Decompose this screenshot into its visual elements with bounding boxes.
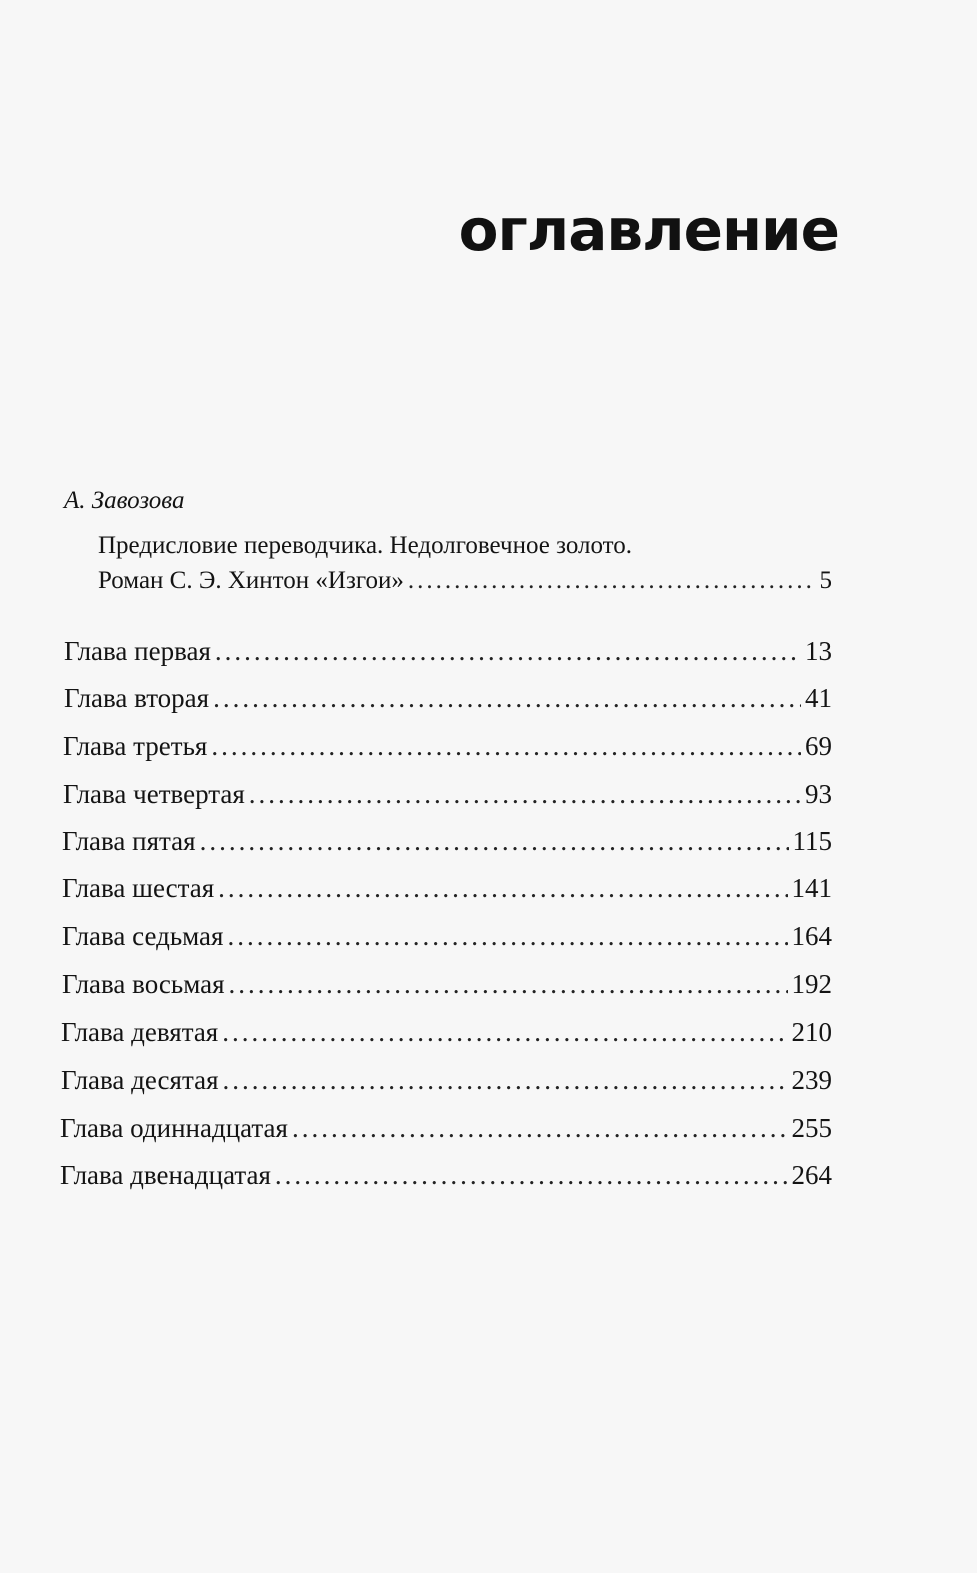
toc-entry bbox=[60, 1160, 832, 1196]
toc-dot-leader bbox=[211, 731, 801, 762]
toc-entry-page: 115 bbox=[792, 826, 832, 856]
toc-entry-label: Глава шестая bbox=[62, 873, 215, 903]
toc-entry-page: 264 bbox=[791, 1160, 832, 1190]
toc-entry-page: 210 bbox=[791, 1017, 832, 1047]
toc-entry bbox=[64, 636, 832, 672]
toc-entry-page: 13 bbox=[805, 636, 832, 666]
toc-entry-label: Глава восьмая bbox=[62, 969, 225, 999]
toc-entry-label: Глава вторая bbox=[64, 683, 210, 713]
toc-entry-label: Глава третья bbox=[63, 731, 208, 761]
toc-entry-page: 255 bbox=[791, 1113, 832, 1143]
toc-entry bbox=[62, 921, 832, 957]
toc-entry-page: 5 bbox=[819, 567, 832, 594]
toc-entry-label: Глава двенадцатая bbox=[60, 1160, 271, 1190]
toc-entry bbox=[63, 731, 832, 767]
toc-entry-label: Глава девятая bbox=[61, 1017, 219, 1047]
toc-entry-label: Глава одиннадцатая bbox=[60, 1113, 288, 1143]
toc-entry bbox=[62, 826, 832, 862]
toc-entry-page: 41 bbox=[805, 683, 832, 713]
toc-entry-label: Глава четвертая bbox=[63, 779, 245, 809]
toc-entry bbox=[62, 873, 832, 909]
toc-dot-leader bbox=[215, 636, 801, 667]
toc-entry-page: 239 bbox=[791, 1065, 832, 1095]
toc-dot-leader bbox=[275, 1160, 788, 1191]
toc-dot-leader bbox=[408, 567, 814, 595]
toc-entry bbox=[62, 969, 832, 1005]
toc-entry bbox=[60, 1113, 832, 1149]
toc-entry-label: Глава седьмая bbox=[62, 921, 224, 951]
preface-title-line1: Предисловие переводчика. Недолговечное золото. bbox=[98, 532, 632, 559]
toc-entry bbox=[61, 1065, 832, 1101]
toc-dot-leader bbox=[227, 921, 787, 952]
toc-dot-leader bbox=[223, 1065, 788, 1096]
toc-entry-label: Глава пятая bbox=[62, 826, 196, 856]
toc-dot-leader bbox=[222, 1017, 787, 1048]
toc-dot-leader bbox=[213, 683, 801, 714]
toc-entry-page: 93 bbox=[805, 779, 832, 809]
preface-author: А. Завозова bbox=[64, 487, 185, 514]
toc-entry-label: Глава первая bbox=[64, 636, 211, 666]
toc-entry-page: 164 bbox=[791, 921, 832, 951]
toc-dot-leader bbox=[229, 969, 788, 1000]
toc-dot-leader bbox=[292, 1113, 788, 1144]
toc-entry-page: 192 bbox=[791, 969, 832, 999]
toc-entry bbox=[64, 683, 832, 719]
toc-dot-leader bbox=[249, 779, 801, 810]
toc-dot-leader bbox=[218, 873, 787, 904]
toc-entry-page: 69 bbox=[805, 731, 832, 761]
page-title: оглавление bbox=[458, 196, 839, 264]
toc-entry bbox=[63, 779, 832, 815]
toc-entry-preface bbox=[98, 567, 832, 603]
toc-entry bbox=[61, 1017, 832, 1053]
toc-entry-label: Глава десятая bbox=[61, 1065, 219, 1095]
toc-dot-leader bbox=[200, 826, 789, 857]
toc-entry-page: 141 bbox=[791, 873, 832, 903]
toc-entry-label: Роман С. Э. Хинтон «Изгои» bbox=[98, 567, 404, 594]
